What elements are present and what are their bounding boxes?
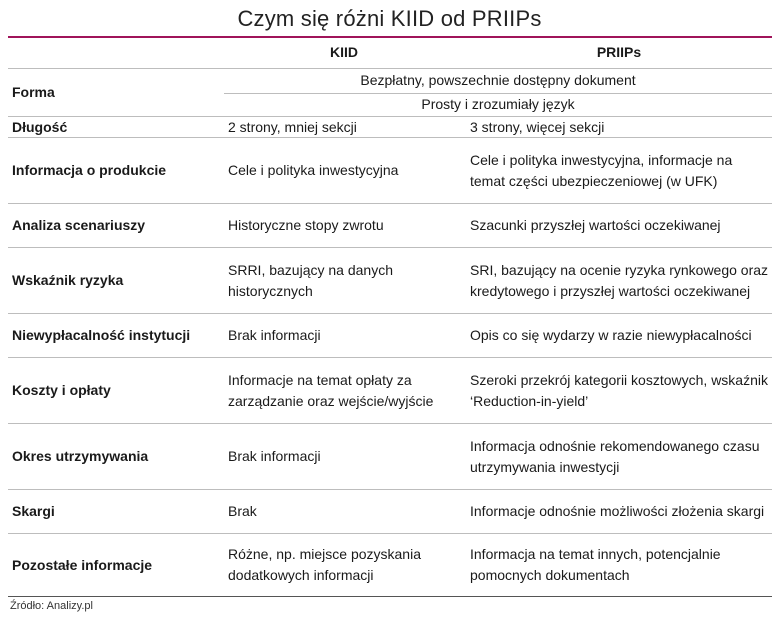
priips-cell: Opis co się wydarzy w razie niewypłacalności <box>470 327 752 343</box>
priips-cell: Szacunki przyszłej wartości oczekiwanej <box>470 217 721 233</box>
row-label: Skargi <box>12 503 55 519</box>
row-label: Pozostałe informacje <box>12 556 153 573</box>
table-bottom-divider <box>8 596 772 597</box>
priips-cell: 3 strony, więcej sekcji <box>470 118 605 135</box>
row-label: Analiza scenariuszy <box>12 217 146 233</box>
kiid-cell: SRRI, bazujący na danych historycznych <box>228 261 393 299</box>
kiid-cell: 2 strony, mniej sekcji <box>228 118 357 135</box>
row-label: Koszty i opłaty <box>12 382 111 398</box>
row-label: Okres utrzymywania <box>12 448 149 464</box>
kiid-cell: Brak <box>228 503 257 519</box>
kiid-cell: Informacje na temat opłaty za zarządzanie oraz wejście/wyjście <box>228 371 434 409</box>
priips-cell: Szeroki przekrój kategorii kosztowych, wskaźnik ‘Reduction-in-yield’ <box>470 371 768 409</box>
kiid-cell: Brak informacji <box>228 448 321 464</box>
page-title: Czym się różni KIID od PRIIPs <box>237 6 542 31</box>
kiid-cell: Różne, np. miejsce pozyskania dodatkowych informacji <box>228 546 421 583</box>
forma-line-2: Prosty i zrozumiały język <box>421 96 575 112</box>
column-header-priips: PRIIPs <box>596 44 642 60</box>
kiid-cell: Cele i polityka inwestycyjna <box>228 162 399 178</box>
row-label: Informacja o produkcie <box>12 162 167 178</box>
row-label: Niewypłacalność instytucji <box>12 327 191 343</box>
kiid-cell: Historyczne stopy zwrotu <box>228 217 384 233</box>
priips-cell: Informacja na temat innych, potencjalnie pomocnych dokumentach <box>470 546 721 583</box>
source-note: Źródło: Analizy.pl <box>10 600 93 612</box>
forma-line-1: Bezpłatny, powszechnie dostępny dokument <box>360 72 636 88</box>
priips-cell: SRI, bazujący na ocenie ryzyka rynkowego oraz kredytowego i przyszłej wartości oczekiwanej <box>470 261 769 299</box>
row-label: Wskaźnik ryzyka <box>12 272 124 288</box>
priips-cell: Cele i polityka inwestycyjna, informacje na temat części ubezpieczeniowej (w UFK) <box>470 151 733 189</box>
priips-cell: Informacja odnośnie rekomendowanego czasu utrzymywania inwestycji <box>470 437 760 475</box>
row-label: Długość <box>12 118 68 135</box>
priips-cell: Informacje odnośnie możliwości złożenia skargi <box>470 503 765 519</box>
title-divider <box>8 36 772 38</box>
column-header-kiid: KIID <box>330 44 358 60</box>
row-label-forma: Forma <box>12 84 55 100</box>
kiid-cell: Brak informacji <box>228 327 321 343</box>
